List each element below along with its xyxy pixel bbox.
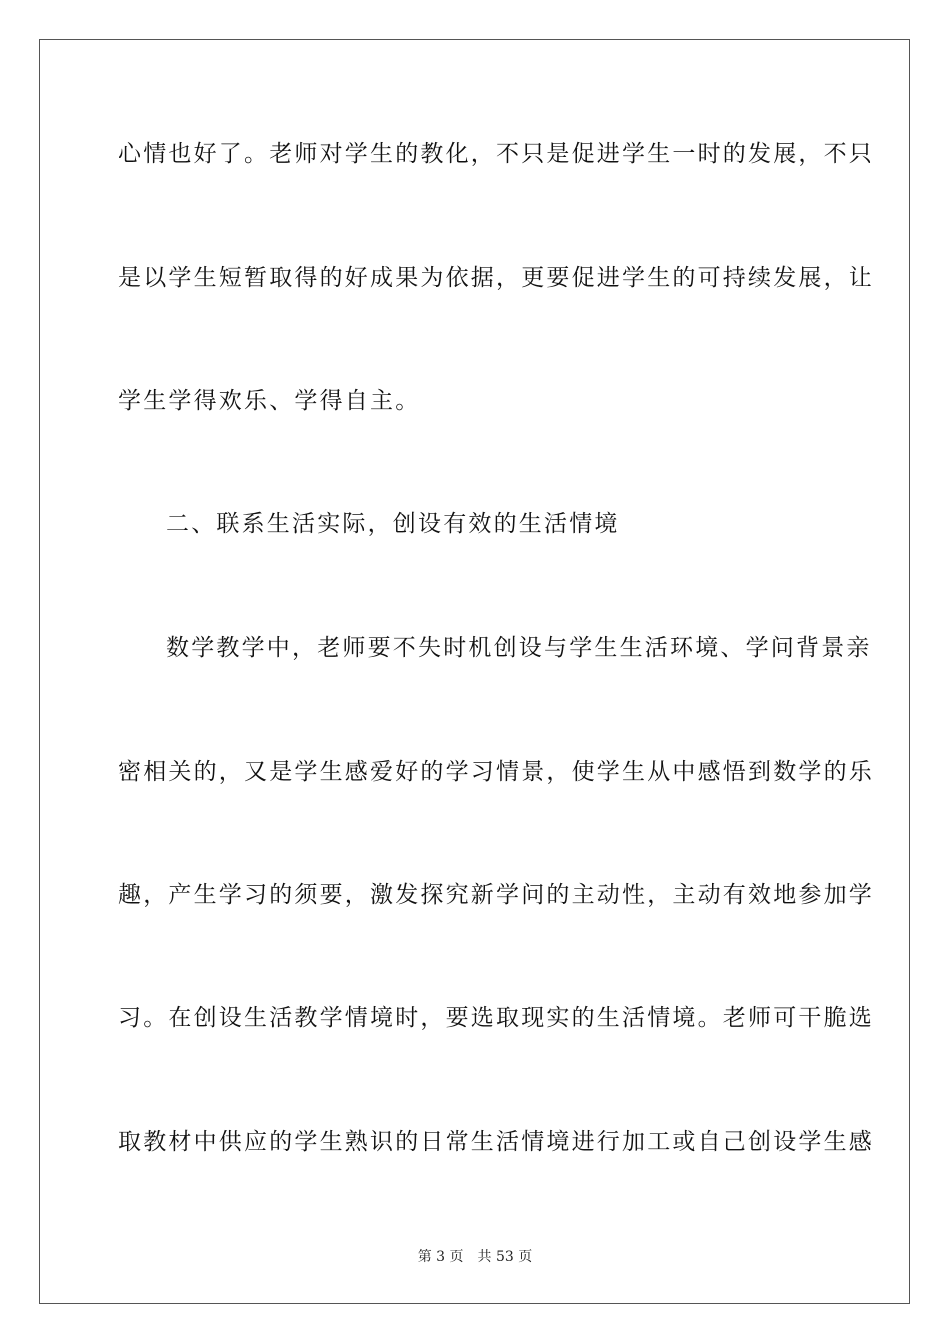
page-total: 共 53 页	[477, 1249, 533, 1265]
paragraph-line: 取教材中供应的学生熟识的日常生活情境进行加工或自己创设学生感	[118, 1129, 874, 1155]
paragraph-line: 习。在创设生活教学情境时，要选取现实的生活情境。老师可干脆选	[118, 1005, 874, 1031]
page-frame	[39, 39, 910, 1304]
paragraph-line: 趣，产生学习的须要，激发探究新学问的主动性，主动有效地参加学	[118, 882, 874, 908]
paragraph-line: 心情也好了。老师对学生的教化，不只是促进学生一时的发展，不只	[118, 141, 874, 167]
paragraph-line: 密相关的，又是学生感爱好的学习情景，使学生从中感悟到数学的乐	[118, 759, 874, 785]
paragraph-line: 是以学生短暂取得的好成果为依据，更要促进学生的可持续发展，让	[118, 265, 874, 291]
paragraph-line: 学生学得欢乐、学得自主。	[118, 388, 421, 414]
page-footer	[0, 1248, 950, 1266]
section-heading: 二、联系生活实际，创设有效的生活情境	[166, 511, 620, 537]
page-number: 第 3 页	[417, 1249, 464, 1265]
paragraph-line: 数学教学中，老师要不失时机创设与学生生活环境、学问背景亲	[166, 635, 872, 661]
